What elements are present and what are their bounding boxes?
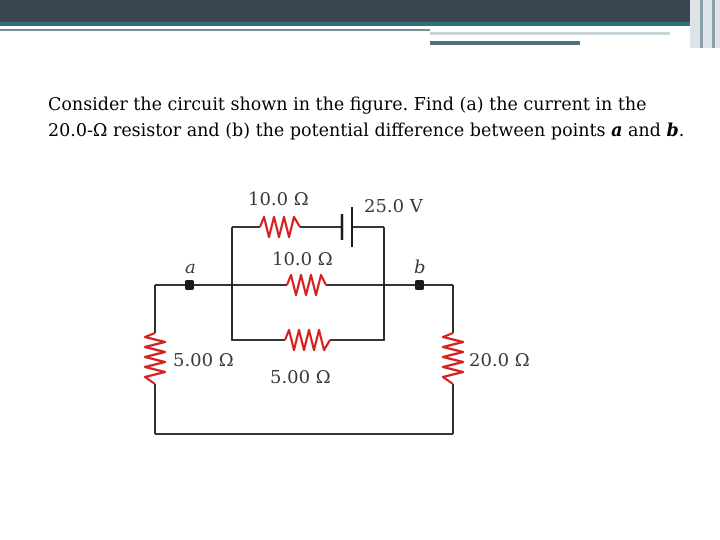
battery-label: 25.0 V — [364, 196, 423, 217]
resistor-left-5ohm — [145, 333, 165, 384]
question-period: . — [678, 121, 685, 141]
right-resistor-label: 20.0 Ω — [469, 350, 530, 371]
top-resistor-label: 10.0 Ω — [248, 189, 309, 210]
resistor-top-10ohm — [260, 217, 300, 237]
node-a-dot — [185, 280, 194, 290]
left-resistor-label: 5.00 Ω — [173, 350, 234, 371]
resistor-inner-5ohm — [285, 330, 330, 350]
point-b-ref: b — [666, 121, 679, 141]
node-b-label: b — [414, 257, 426, 278]
node-a-label: a — [185, 257, 196, 278]
inner-resistor-label: 5.00 Ω — [270, 367, 331, 388]
question-line-2-text: 20.0-Ω resistor and (b) the potential difference between points — [48, 121, 612, 141]
resistor-middle-10ohm — [287, 275, 326, 295]
resistor-right-20ohm — [443, 333, 463, 384]
question-line-1: Consider the circuit shown in the figure. Find (a) the current in the — [48, 95, 647, 115]
question-and: and — [622, 121, 667, 141]
battery-symbol — [342, 207, 352, 247]
point-a-ref: a — [611, 121, 623, 141]
node-b-dot — [415, 280, 424, 290]
middle-resistor-label: 10.0 Ω — [272, 249, 333, 270]
